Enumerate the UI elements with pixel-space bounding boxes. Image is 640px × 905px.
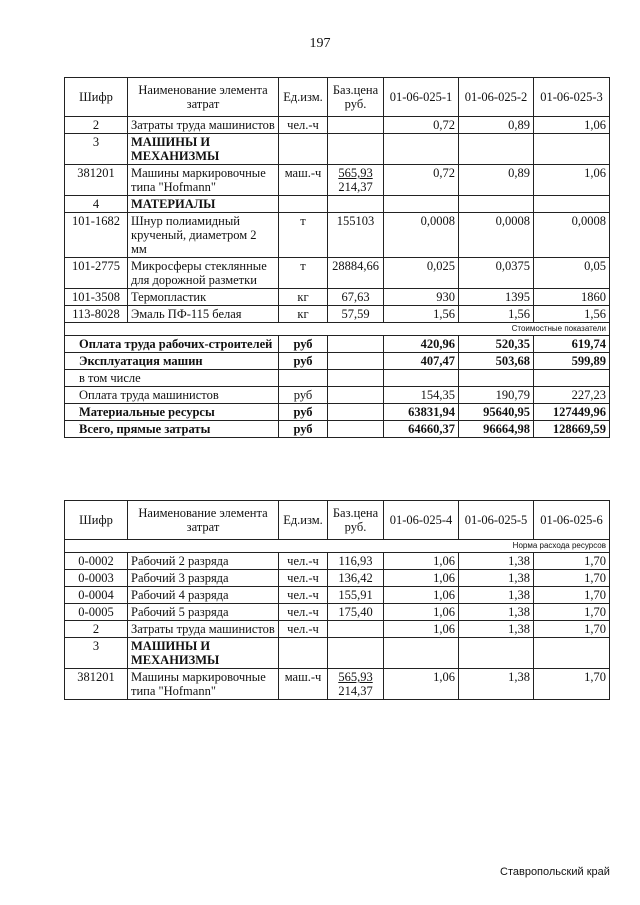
cell-price — [328, 638, 384, 669]
summary-value-3: 619,74 — [534, 336, 610, 353]
cell-unit: маш.-ч — [279, 165, 328, 196]
summary-value-2: 520,35 — [459, 336, 534, 353]
cell-code: 381201 — [65, 165, 128, 196]
cell-value-2: 1395 — [459, 289, 534, 306]
cell-value-2: 0,0008 — [459, 213, 534, 258]
cell-value-1: 0,72 — [384, 117, 459, 134]
cell-value-1: 1,06 — [384, 621, 459, 638]
summary-value-1: 420,96 — [384, 336, 459, 353]
cell-code: 4 — [65, 196, 128, 213]
cell-price — [328, 587, 384, 604]
cell-value-1 — [384, 638, 459, 669]
cell-value-1: 1,56 — [384, 306, 459, 323]
header-name: Наименование элемента затрат — [128, 78, 279, 117]
cell-value-2: 0,0375 — [459, 258, 534, 289]
cell-value-3: 1,56 — [534, 306, 610, 323]
price-value: 28884,66 — [332, 259, 379, 273]
price-value: 565,93 — [338, 166, 373, 180]
cell-value-3: 0,0008 — [534, 213, 610, 258]
section-caption: Стоимостные показатели — [65, 323, 610, 336]
cell-value-1 — [384, 196, 459, 213]
price-value: 565,93 — [338, 670, 373, 684]
cell-value-1: 1,06 — [384, 570, 459, 587]
cell-value-2: 1,56 — [459, 306, 534, 323]
cell-code: 101-2775 — [65, 258, 128, 289]
cell-value-3: 1,70 — [534, 587, 610, 604]
cell-unit: чел.-ч — [279, 604, 328, 621]
cell-value-2 — [459, 196, 534, 213]
cell-value-3: 0,05 — [534, 258, 610, 289]
cell-value-1: 930 — [384, 289, 459, 306]
cell-name: Затраты труда машинистов — [128, 117, 279, 134]
cost-table-2 — [64, 500, 610, 700]
summary-empty — [328, 370, 384, 387]
table-row — [65, 196, 610, 213]
cell-unit — [279, 134, 328, 165]
cell-name: Рабочий 4 разряда — [128, 587, 279, 604]
table-row — [65, 669, 610, 700]
cell-value-3 — [534, 134, 610, 165]
summary-unit: руб — [279, 336, 328, 353]
header-code: Шифр — [65, 501, 128, 540]
cell-unit: чел.-ч — [279, 570, 328, 587]
summary-value-2: 190,79 — [459, 387, 534, 404]
summary-row — [65, 353, 610, 370]
cell-unit — [279, 196, 328, 213]
summary-unit — [279, 370, 328, 387]
header-col-2: 01-06-025-2 — [459, 78, 534, 117]
cell-name: Рабочий 5 разряда — [128, 604, 279, 621]
summary-name: Оплата труда машинистов — [65, 387, 279, 404]
header-col-1: 01-06-025-1 — [384, 78, 459, 117]
summary-value-2: 95640,95 — [459, 404, 534, 421]
summary-value-3 — [534, 370, 610, 387]
cell-unit: чел.-ч — [279, 587, 328, 604]
summary-value-2: 96664,98 — [459, 421, 534, 438]
cell-value-1: 0,72 — [384, 165, 459, 196]
cell-price — [328, 306, 384, 323]
cell-name: МАТЕРИАЛЫ — [128, 196, 279, 213]
cell-price — [328, 213, 384, 258]
cell-code: 101-1682 — [65, 213, 128, 258]
summary-empty — [328, 387, 384, 404]
cell-value-1: 0,0008 — [384, 213, 459, 258]
price-value: 57,59 — [341, 307, 370, 321]
cell-value-3: 1,70 — [534, 570, 610, 587]
cell-price — [328, 134, 384, 165]
cell-name: МАШИНЫ И МЕХАНИЗМЫ — [128, 134, 279, 165]
price-value: 136,42 — [338, 571, 373, 585]
cell-price — [328, 258, 384, 289]
summary-value-3: 599,89 — [534, 353, 610, 370]
cell-price — [328, 669, 384, 700]
header-name: Наименование элемента затрат — [128, 501, 279, 540]
cell-code: 2 — [65, 117, 128, 134]
cell-value-2: 1,38 — [459, 587, 534, 604]
summary-name: Всего, прямые затраты — [65, 421, 279, 438]
cell-code: 101-3508 — [65, 289, 128, 306]
cell-value-2 — [459, 638, 534, 669]
summary-row — [65, 404, 610, 421]
header-col-3: 01-06-025-3 — [534, 78, 610, 117]
cell-name: Машины маркировочные типа "Hofmann" — [128, 165, 279, 196]
summary-value-1: 63831,94 — [384, 404, 459, 421]
summary-row — [65, 370, 610, 387]
cell-value-3: 1,70 — [534, 604, 610, 621]
cell-value-1: 1,06 — [384, 587, 459, 604]
header-price: Баз.цена руб. — [328, 501, 384, 540]
summary-value-3: 127449,96 — [534, 404, 610, 421]
cell-name: Машины маркировочные типа "Hofmann" — [128, 669, 279, 700]
table-row — [65, 638, 610, 669]
price-value: 155,91 — [338, 588, 373, 602]
table-row — [65, 587, 610, 604]
header-price: Баз.цена руб. — [328, 78, 384, 117]
table-row — [65, 621, 610, 638]
cell-value-3: 1860 — [534, 289, 610, 306]
cost-table-1 — [64, 77, 610, 438]
cell-value-2 — [459, 134, 534, 165]
cell-price — [328, 604, 384, 621]
header-col-4: 01-06-025-4 — [384, 501, 459, 540]
table-row — [65, 604, 610, 621]
summary-empty — [328, 421, 384, 438]
cell-name: Термопластик — [128, 289, 279, 306]
table-row — [65, 117, 610, 134]
cell-price — [328, 621, 384, 638]
cell-unit: чел.-ч — [279, 621, 328, 638]
price-value: 116,93 — [338, 554, 373, 568]
header-row — [65, 78, 610, 117]
cell-value-1: 1,06 — [384, 669, 459, 700]
table-row — [65, 165, 610, 196]
cell-value-3: 1,70 — [534, 553, 610, 570]
cell-code: 0-0002 — [65, 553, 128, 570]
summary-empty — [328, 404, 384, 421]
cell-code: 0-0005 — [65, 604, 128, 621]
cell-value-1: 0,025 — [384, 258, 459, 289]
table-row — [65, 289, 610, 306]
table-row — [65, 306, 610, 323]
cell-unit: т — [279, 213, 328, 258]
header-unit: Ед.изм. — [279, 78, 328, 117]
header-unit: Ед.изм. — [279, 501, 328, 540]
cell-value-2: 0,89 — [459, 165, 534, 196]
table-row — [65, 213, 610, 258]
cell-code: 0-0004 — [65, 587, 128, 604]
price-value: 67,63 — [341, 290, 370, 304]
summary-row — [65, 421, 610, 438]
cell-code: 2 — [65, 621, 128, 638]
summary-name: Материальные ресурсы — [65, 404, 279, 421]
cell-name: Затраты труда машинистов — [128, 621, 279, 638]
cell-value-1: 1,06 — [384, 553, 459, 570]
table-row — [65, 258, 610, 289]
summary-row — [65, 387, 610, 404]
cell-name: Рабочий 3 разряда — [128, 570, 279, 587]
section-caption-row — [65, 540, 610, 553]
cell-value-2: 1,38 — [459, 553, 534, 570]
cell-value-3: 1,06 — [534, 165, 610, 196]
cell-unit: кг — [279, 289, 328, 306]
table-row — [65, 553, 610, 570]
summary-empty — [328, 336, 384, 353]
cell-price — [328, 570, 384, 587]
cell-name: Рабочий 2 разряда — [128, 553, 279, 570]
header-row — [65, 501, 610, 540]
price-value-secondary: 214,37 — [338, 180, 373, 194]
summary-row — [65, 336, 610, 353]
summary-value-3: 227,23 — [534, 387, 610, 404]
summary-unit: руб — [279, 387, 328, 404]
cell-name: Шнур полиамидный крученый, диаметром 2 мм — [128, 213, 279, 258]
summary-value-2 — [459, 370, 534, 387]
section-caption: Норма расхода ресурсов — [65, 540, 610, 553]
summary-name: в том числе — [65, 370, 279, 387]
cell-value-3: 1,06 — [534, 117, 610, 134]
summary-value-1: 154,35 — [384, 387, 459, 404]
summary-value-1 — [384, 370, 459, 387]
cell-price — [328, 165, 384, 196]
cell-value-3 — [534, 638, 610, 669]
summary-unit: руб — [279, 421, 328, 438]
header-code: Шифр — [65, 78, 128, 117]
cell-value-3 — [534, 196, 610, 213]
cell-value-1 — [384, 134, 459, 165]
cell-unit: чел.-ч — [279, 117, 328, 134]
cell-code: 0-0003 — [65, 570, 128, 587]
header-col-6: 01-06-025-6 — [534, 501, 610, 540]
page-number: 197 — [309, 36, 331, 51]
header-col-5: 01-06-025-5 — [459, 501, 534, 540]
cell-unit: чел.-ч — [279, 553, 328, 570]
cell-price — [328, 289, 384, 306]
summary-unit: руб — [279, 404, 328, 421]
section-caption-row — [65, 323, 610, 336]
cell-code: 3 — [65, 134, 128, 165]
summary-value-1: 64660,37 — [384, 421, 459, 438]
cell-unit: т — [279, 258, 328, 289]
cell-price — [328, 196, 384, 213]
cell-name: Эмаль ПФ-115 белая — [128, 306, 279, 323]
cell-value-2: 1,38 — [459, 669, 534, 700]
price-value: 175,40 — [338, 605, 373, 619]
summary-name: Оплата труда рабочих-строителей — [65, 336, 279, 353]
cell-code: 381201 — [65, 669, 128, 700]
summary-value-2: 503,68 — [459, 353, 534, 370]
cell-unit: маш.-ч — [279, 669, 328, 700]
cell-unit — [279, 638, 328, 669]
cell-price — [328, 553, 384, 570]
cell-value-3: 1,70 — [534, 669, 610, 700]
cell-code: 113-8028 — [65, 306, 128, 323]
price-value: 155103 — [336, 214, 375, 228]
cell-value-2: 1,38 — [459, 604, 534, 621]
cell-value-2: 1,38 — [459, 570, 534, 587]
cell-price — [328, 117, 384, 134]
price-value-secondary: 214,37 — [338, 684, 373, 698]
summary-empty — [328, 353, 384, 370]
table-row — [65, 570, 610, 587]
summary-value-1: 407,47 — [384, 353, 459, 370]
cell-code: 3 — [65, 638, 128, 669]
cell-value-3: 1,70 — [534, 621, 610, 638]
table-row — [65, 134, 610, 165]
summary-unit: руб — [279, 353, 328, 370]
cell-name: Микросферы стеклянные для дорожной разметки — [128, 258, 279, 289]
summary-name: Эксплуатация машин — [65, 353, 279, 370]
cell-name: МАШИНЫ И МЕХАНИЗМЫ — [128, 638, 279, 669]
cell-unit: кг — [279, 306, 328, 323]
footer-region: Ставропольский край — [500, 866, 610, 878]
cell-value-2: 0,89 — [459, 117, 534, 134]
cell-value-2: 1,38 — [459, 621, 534, 638]
summary-value-3: 128669,59 — [534, 421, 610, 438]
cell-value-1: 1,06 — [384, 604, 459, 621]
